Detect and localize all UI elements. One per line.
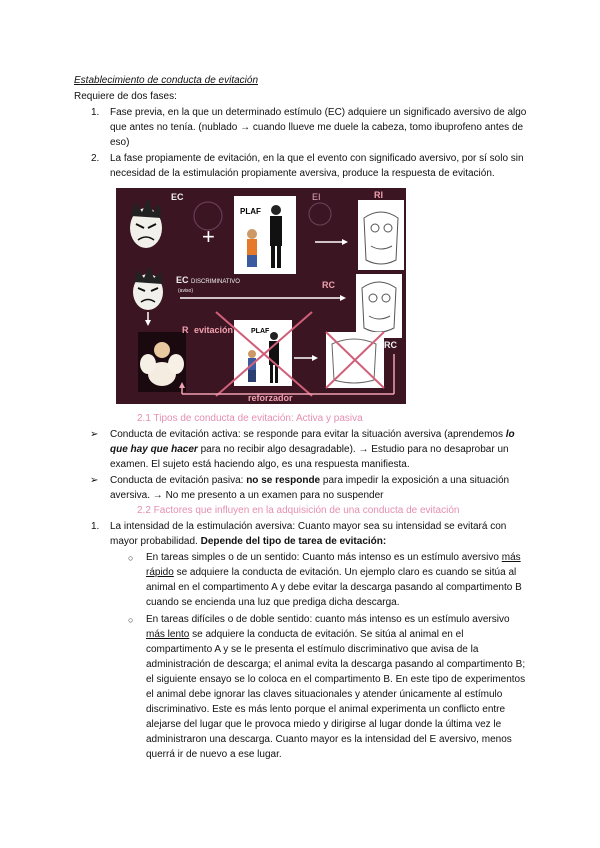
sub2-line: administración de descarga; el animal evita la descarga pasando al compartimento B; bbox=[146, 659, 526, 670]
intro-text: Requiere de dos fases: bbox=[74, 91, 177, 102]
type-active-line: Conducta de evitación activa: se responde para evitar la situación aversiva (aprendemos lo bbox=[110, 429, 515, 440]
sub2-line: En tareas difíciles o de doble sentido: cuanto más intenso es un estímulo aversivo bbox=[146, 614, 510, 625]
avoidance-conditioning-figure bbox=[116, 188, 406, 404]
figure-label-ec: EC bbox=[171, 192, 184, 202]
sub2-line: querrá ir de nuevo a ese lugar. bbox=[146, 749, 282, 760]
sub2-line: discriminativo. Este es más lento porque el animal experimenta un conflicto entre bbox=[146, 704, 506, 715]
figure-label-rc-1: RC bbox=[322, 280, 335, 290]
phase-1-line: que antes no tenía. (nublado → cuando llueve me duele la cabeza, tomo ibuprofeno antes de bbox=[110, 122, 524, 133]
figure-label-discriminativo: DISCRIMINATIVO bbox=[191, 279, 240, 285]
sub2-line: administraron una descarga. Cuanto mayor es la intensidad del E aversivo, menos bbox=[146, 734, 512, 745]
sub1-line: cuando se encienda una luz que prediga dicha descarga. bbox=[146, 597, 400, 608]
sub2-line: compartimento A y se le presenta el estímulo discriminativo que avisa de la bbox=[146, 644, 479, 655]
section-heading-2-1: 2.1 Tipos de conducta de evitación: Activa y pasiva bbox=[137, 413, 363, 424]
type-passive-line: aversiva. → No me presento a un examen para no suspender bbox=[110, 490, 384, 501]
figure-label-ec-disc: EC bbox=[176, 275, 189, 285]
phase-1-line: Fase previa, en la que un determinado estímulo (EC) adquiere un significado aversivo de algo bbox=[110, 107, 527, 118]
sub2-line: más lento se adquiere la conducta de evitación. Se sitúa al animal en el bbox=[146, 629, 464, 640]
factor-1-line: La intensidad de la estimulación aversiva: Cuanto mayor sea su intensidad se evitará con bbox=[110, 521, 507, 532]
sub1-line: animal en el compartimento A y debe evitar la descarga pasando al compartimento B bbox=[146, 582, 522, 593]
circle-bullet-icon: ○ bbox=[128, 553, 134, 563]
phase-2-number: 2. bbox=[91, 153, 100, 164]
figure-label-plaf-2: PLAF bbox=[251, 328, 270, 335]
boy-icon-1 bbox=[247, 229, 257, 267]
figure-label-ei: EI bbox=[312, 192, 321, 202]
type-active-line: que hay que hacer para no recibir algo desagradable). → Estudio para no desaprobar un bbox=[110, 444, 509, 455]
figure-label-reforzador: reforzador bbox=[248, 393, 293, 403]
sub2-line: el animal debe ignorar las claves situacionales y atender únicamente al estímulo bbox=[146, 689, 503, 700]
sub2-line: el siguiente ensayo se lo coloca en el compartimento B. En este tipo de experimentos bbox=[146, 674, 526, 685]
phase-1-number: 1. bbox=[91, 107, 100, 118]
factor-1-number: 1. bbox=[91, 521, 100, 532]
page-title: Establecimiento de conducta de evitación bbox=[74, 75, 259, 86]
type-passive-line: Conducta de evitación pasiva: no se responde para impedir la exposición a una situación bbox=[110, 475, 510, 486]
sub1-line: rápido se adquiere la conducta de evitación. Un ejemplo claro es cuando se sitúa al bbox=[146, 567, 517, 578]
figure-label-r: R bbox=[182, 325, 189, 335]
factor-1-line: mayor probabilidad. Depende del tipo de tarea de evitación: bbox=[110, 536, 387, 547]
plus-icon: + bbox=[202, 224, 215, 249]
sub1-line: En tareas simples o de un sentido: Cuanto más intenso es un estímulo aversivo más bbox=[146, 552, 521, 563]
figure-label-evitacion: evitación bbox=[194, 325, 234, 335]
figure-label-rc-2: RC bbox=[384, 340, 397, 350]
section-heading-2-2: 2.2 Factores que influyen en la adquisición de una conducta de evitación bbox=[137, 505, 460, 516]
figure-label-ri: RI bbox=[374, 190, 383, 200]
phase-2-line: La fase propiamente de evitación, en la que el evento con significado aversivo, por sí solo sin bbox=[110, 153, 524, 164]
figure-label-aviso: (aviso) bbox=[178, 288, 194, 294]
figure-label-plaf-1: PLAF bbox=[240, 207, 261, 216]
circle-bullet-icon: ○ bbox=[128, 615, 134, 625]
phase-1-line: eso) bbox=[110, 137, 130, 148]
type-active-line: examen. El sujeto está haciendo algo, es una respuesta manifiesta. bbox=[110, 459, 410, 470]
arrow-bullet-icon: ➢ bbox=[90, 429, 99, 440]
phase-2-line: necesidad de la estimulación propiamente aversiva, produce la respuesta de evitación. bbox=[110, 168, 495, 179]
sub2-line: alejarse del lugar que le provoca miedo y dirigirse al lugar donde la última vez le bbox=[146, 719, 502, 730]
arrow-bullet-icon: ➢ bbox=[90, 475, 99, 486]
